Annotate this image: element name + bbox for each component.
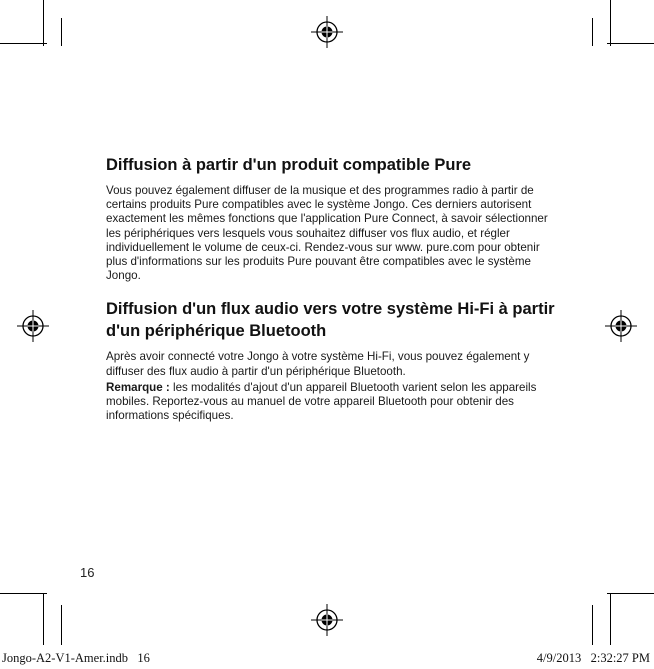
crop-mark [592, 605, 593, 645]
crop-mark [61, 605, 62, 645]
crop-mark [43, 0, 44, 46]
section-body-pure-streaming: Vous pouvez également diffuser de la musique et des programmes radio à partir de certains produits Pure compatibles avec le système Jongo. Ces derniers autorisent exactement les mêmes fonctions que l'application Pure Connect, à savoir sélectionner les périphériques vers lesquels vous souhaitez diffuser vos flux audio, et régler individuellement le volume de ceux-ci. Rendez-vous sur www. pure.com pour obtenir plus d'informations sur les produits Pure pouvant être compatibles avec le système Jongo. [106, 184, 548, 283]
note-text: les modalités d'ajout d'un appareil Bluetooth varient selon les appareils mobiles. Reportez-vous au manuel de votre appareil Bluetooth pour obtenir des informations spécifiques. [106, 380, 537, 423]
crop-mark [592, 18, 593, 46]
crop-mark [610, 593, 611, 645]
slug-timestamp: 4/9/2013 2:32:27 PM [536, 651, 650, 665]
crop-mark [607, 593, 654, 594]
registration-mark-icon [311, 16, 343, 48]
page-content [106, 154, 561, 423]
crop-mark [0, 593, 47, 594]
crop-mark [61, 18, 62, 46]
registration-mark-icon [605, 310, 637, 342]
crop-mark [610, 0, 611, 46]
section-body-bluetooth-streaming: Après avoir connecté votre Jongo à votre système Hi-Fi, vous pouvez également y diffuser des flux audio à partir d'un périphérique Bluetooth. [106, 350, 530, 378]
note-paragraph [106, 381, 561, 424]
crop-mark [607, 43, 654, 44]
slug-file-info: Jongo-A2-V1-Amer.indb 16 [2, 651, 150, 665]
note-label: Remarque : [106, 380, 170, 394]
crop-mark [43, 593, 44, 645]
crop-mark [0, 43, 47, 44]
registration-mark-icon [311, 604, 343, 636]
registration-mark-icon [17, 310, 49, 342]
section-heading-pure-streaming: Diffusion à partir d'un produit compatible Pure [106, 156, 472, 174]
page-number: 16 [80, 565, 95, 580]
section-heading-bluetooth-streaming: Diffusion d'un flux audio vers votre système Hi-Fi à partir d'un périphérique Bluetooth [106, 300, 555, 341]
